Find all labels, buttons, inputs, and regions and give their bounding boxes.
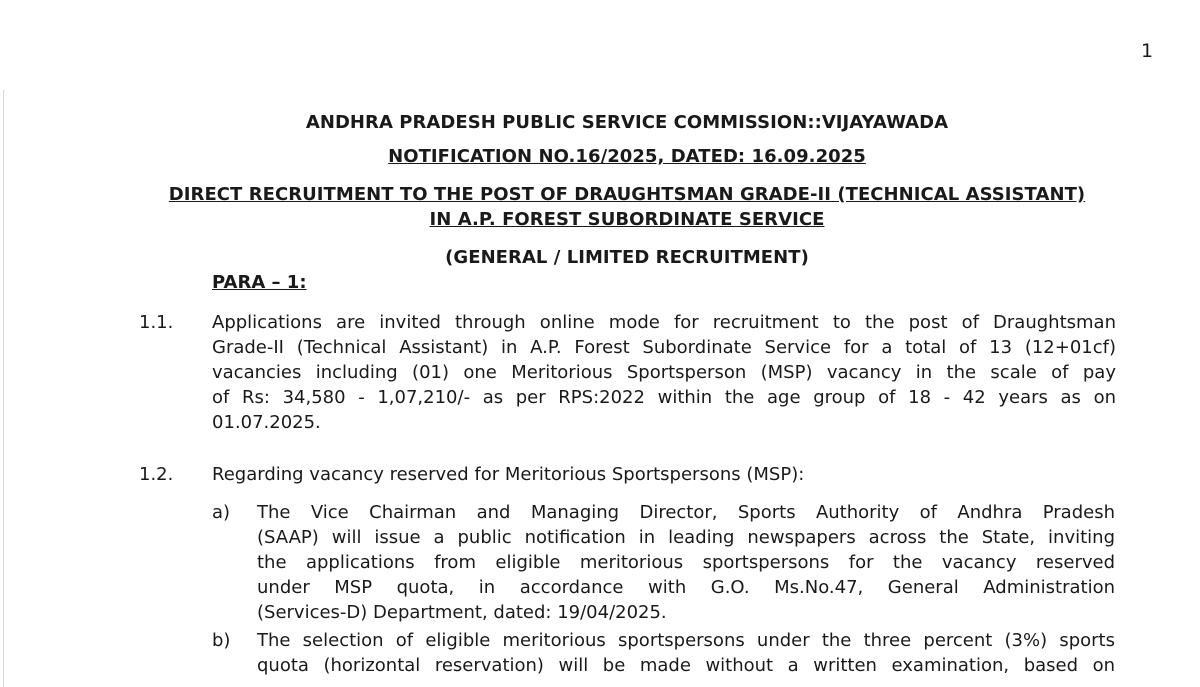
item-number: 1.2. [139,464,174,485]
subitem-marker: b) [212,630,231,651]
subitem-line: quota (horizontal reservation) will be made without a written examination, based on [257,655,1115,676]
page-left-edge [3,90,4,687]
subitem-line: the applications from eligible meritorious sportspersons for the vacancy reserved [257,552,1115,573]
paragraph-line: of Rs: 34,580 - 1,07,210/- as per RPS:2022 within the age group of 18 - 42 years as on [212,387,1116,408]
page-number: 1 [1141,40,1154,62]
subitem-line: (Services-D) Department, dated: 19/04/2025. [257,602,667,623]
subitem-line: The selection of eligible meritorious sportspersons under the three percent (3%) sports [257,630,1115,651]
paragraph-line: Regarding vacancy reserved for Meritorious Sportspersons (MSP): [212,464,805,485]
recruitment-type: (GENERAL / LIMITED RECRUITMENT) [445,247,809,268]
paragraph-line: Applications are invited through online mode for recruitment to the post of Draughtsman [212,312,1116,333]
subitem-line: The Vice Chairman and Managing Director, Sports Authority of Andhra Pradesh [257,502,1115,523]
item-number: 1.1. [139,312,174,333]
paragraph-line: vacancies including (01) one Meritorious Sportsperson (MSP) vacancy in the scale of pay [212,362,1116,383]
post-title-line-1: DIRECT RECRUITMENT TO THE POST OF DRAUGHTSMAN GRADE-II (TECHNICAL ASSISTANT) [168,184,1086,205]
paragraph-line: 01.07.2025. [212,412,321,433]
subitem-line: (SAAP) will issue a public notification in leading newspapers across the State, inviting [257,527,1115,548]
subitem-marker: a) [212,502,231,523]
commission-name: ANDHRA PRADESH PUBLIC SERVICE COMMISSION::VIJAYAWADA [305,112,949,133]
subitem-line: under MSP quota, in accordance with G.O. Ms.No.47, General Administration [257,577,1115,598]
paragraph-line: Grade-II (Technical Assistant) in A.P. Forest Subordinate Service for a total of 13 (12+01cf) [212,337,1116,358]
notification-number: NOTIFICATION NO.16/2025, DATED: 16.09.2025 [388,146,866,167]
para-heading: PARA – 1: [212,272,307,293]
post-title-line-2: IN A.P. FOREST SUBORDINATE SERVICE [429,209,825,230]
